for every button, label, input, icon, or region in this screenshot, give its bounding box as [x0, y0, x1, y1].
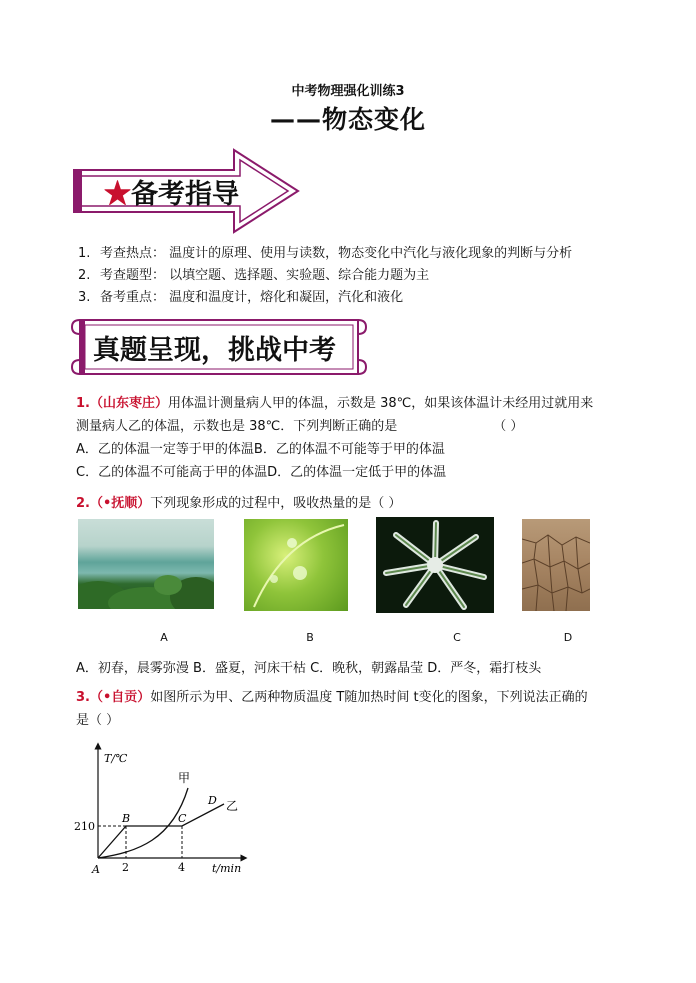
photo-caption-b: B: [306, 631, 314, 644]
point-c-label: C: [178, 812, 187, 825]
page-subtitle: 中考物理强化训练3: [291, 84, 405, 99]
guide-banner-label: 备考指导: [131, 179, 239, 210]
x-tick-2: 2: [122, 861, 129, 874]
curve-jia: [98, 788, 188, 858]
photo-caption-d: D: [563, 631, 573, 644]
point-a-label: A: [92, 863, 100, 876]
curve-yi-label: 乙: [226, 799, 239, 813]
y-tick-210: 210: [74, 820, 95, 833]
page-title: ——物态变化: [269, 105, 426, 134]
photo-caption-a: A: [160, 631, 168, 644]
photo-leaf-dew: [244, 519, 348, 611]
point-d-label: D: [208, 794, 217, 807]
curve-yi: [98, 804, 224, 858]
question-1: 1.（山东枣庄）用体温计测量病人甲的体温，示数是 38℃，如果该体温计未经用过就用来 测量病人乙的体温，示数也是 38℃．下列判断正确的是 （ ） A．乙的体温一定等于甲的体温B．乙的体温不可能等于甲的体温 C．乙的体温不可能高于甲的体温D．乙的体温一定低于甲的体温: [76, 396, 594, 480]
guide-item: 2. 考查题型： 以填空题、选择题、实验题、综合能力题为主: [78, 268, 430, 283]
photo-morning-fog: [78, 519, 214, 609]
star-icon: ★: [104, 179, 131, 210]
photo-caption-c: C: [453, 631, 461, 644]
photo-dry-riverbed: [522, 519, 590, 611]
question-2: 2.（•抚顺）下列现象形成的过程中，吸收热量的是（ ）: [76, 496, 402, 511]
curve-jia-label: 甲: [178, 771, 191, 785]
temperature-time-graph: [74, 740, 254, 880]
y-axis-label: T/℃: [104, 752, 128, 765]
photo-frost-plant: [376, 517, 494, 613]
question-2-options: A．初春，晨雾弥漫 B．盛夏，河床干枯 C．晚秋，朝露晶莹 D．严冬，霜打枝头: [76, 661, 542, 676]
exam-banner-title: 真题呈现，挑战中考: [93, 335, 336, 366]
guide-list: [78, 243, 572, 309]
x-tick-4: 4: [178, 861, 185, 874]
x-axis-label: t/min: [212, 862, 242, 875]
guide-item: 1. 考查热点： 温度计的原理、使用与读数，物态变化中汽化与液化现象的判断与分析: [78, 246, 573, 261]
question-3: 3.（•自贡）如图所示为甲、乙两种物质温度 T随加热时间 t变化的图象，下列说法正确的 是（ ）: [76, 690, 588, 728]
point-b-label: B: [122, 812, 131, 825]
guide-item: 3. 备考重点： 温度和温度计，熔化和凝固，汽化和液化: [78, 290, 404, 305]
guide-banner-title: [104, 172, 239, 211]
